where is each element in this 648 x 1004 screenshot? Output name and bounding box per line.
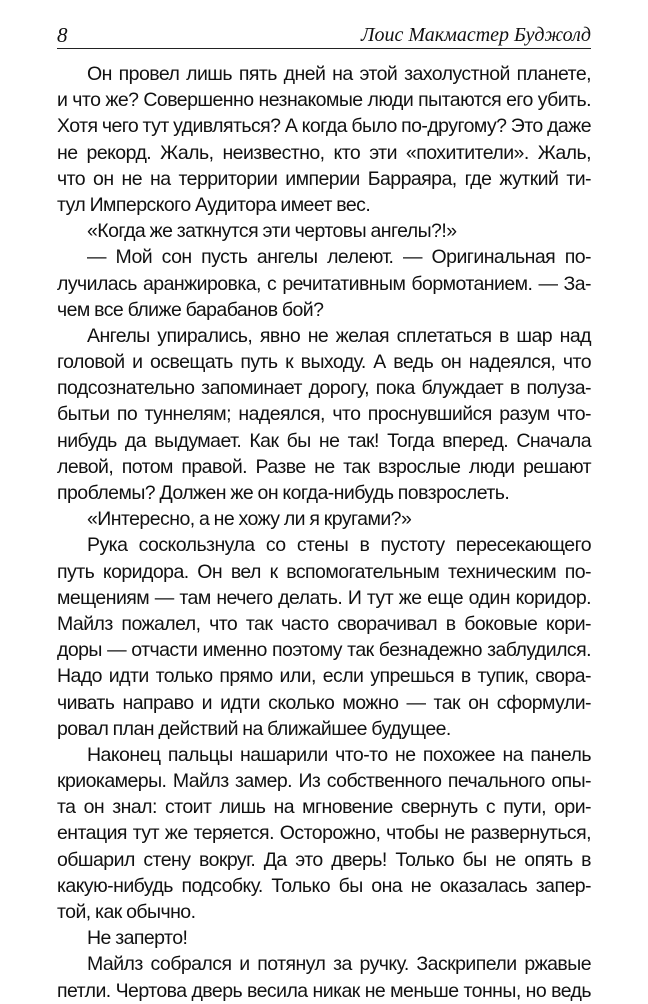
text-line: левой, потом правой. Разве не так взрослые люди решают <box>57 455 591 478</box>
text-line: обшарил стену вокруг. Да это дверь! Только бы не опять в <box>57 848 591 871</box>
text-line: Ангелы упирались, явно не желая сплетаться в шар над <box>87 324 591 347</box>
text-line: Рука соскользнула со стены в пустоту пересекающего <box>87 534 591 557</box>
text-line: Майлз пожалел, что так часто сворачивал в боковые кори- <box>57 612 591 635</box>
text-line: Не заперто! <box>87 927 188 950</box>
text-line: «Интересно, а не хожу ли я кругами?» <box>87 508 412 531</box>
text-line: — Мой сон пусть ангелы лелеют. — Оригинальная по- <box>87 246 591 269</box>
text-line: петли. Чертова дверь весила никак не меньше тонны, но ведь <box>57 979 591 1002</box>
text-line: чивать направо и идти сколько можно — так он сформули- <box>57 691 591 714</box>
text-line: та он знал: стоит лишь на мгновение свернуть с пути, ори- <box>57 796 591 819</box>
text-line: Хотя чего тут удивляться? А когда было по-другому? Это даже <box>57 115 591 138</box>
text-line: не рекорд. Жаль, неизвестно, кто эти «похитители». Жаль, <box>57 141 591 164</box>
text-line: путь коридора. Он вел к вспомогательным техническим по- <box>57 560 591 583</box>
text-line: чем все ближе барабанов бой? <box>57 298 324 321</box>
text-line: подсознательно запоминает дорогу, пока блуждает в полуза- <box>57 377 591 400</box>
text-line: Надо идти только прямо или, если упрешься в тупик, свора- <box>57 665 591 688</box>
page-number: 8 <box>57 23 68 47</box>
text-line: доры — отчасти именно поэтому так безнадежно заблудился. <box>57 639 591 662</box>
text-line: какую-нибудь подсобку. Только бы она не оказалась запер- <box>57 874 591 897</box>
text-line: и что же? Совершенно незнакомые люди пытаются его убить. <box>57 89 591 112</box>
text-line: Он провел лишь пять дней на этой захолустной планете, <box>87 63 591 85</box>
text-line: бытьи по туннелям; надеялся, что проснувшийся разум что- <box>57 403 591 426</box>
text-line: ровал план действий на ближайшее будущее. <box>57 717 451 740</box>
text-line: головой и освещать путь к выходу. А ведь он надеялся, что <box>57 351 591 374</box>
text-line: мещениям — там нечего делать. И тут же еще один коридор. <box>57 586 591 609</box>
text-line: «Когда же заткнутся эти чертовы ангелы?!» <box>87 220 457 243</box>
text-line: тул Имперского Аудитора имеет вес. <box>57 193 371 216</box>
header-rule <box>57 48 591 49</box>
text-line: нибудь да выдумает. Как бы не так! Тогда вперед. Сначала <box>57 429 591 452</box>
running-title: Лоис Макмастер Буджолд <box>360 24 591 46</box>
text-line: лучилась аранжировка, с речитативным бормотанием. — За- <box>57 272 591 295</box>
text-line: той, как обычно. <box>57 901 196 923</box>
text-line: Наконец пальцы нашарили что-то не похожее на панель <box>87 743 591 766</box>
text-line: проблемы? Должен же он когда-нибудь повзрослеть. <box>57 482 510 504</box>
text-line: ентация тут же теряется. Осторожно, чтобы не развернуться, <box>57 822 591 845</box>
body-text <box>57 61 591 1004</box>
text-line: что он не на территории империи Барраяра, где жуткий ти- <box>57 167 591 190</box>
text-line: криокамеры. Майлз замер. Из собственного печального опы- <box>57 770 591 793</box>
page-header <box>57 22 591 48</box>
text-line: Майлз собрался и потянул за ручку. Заскрипели ржавые <box>87 953 591 976</box>
